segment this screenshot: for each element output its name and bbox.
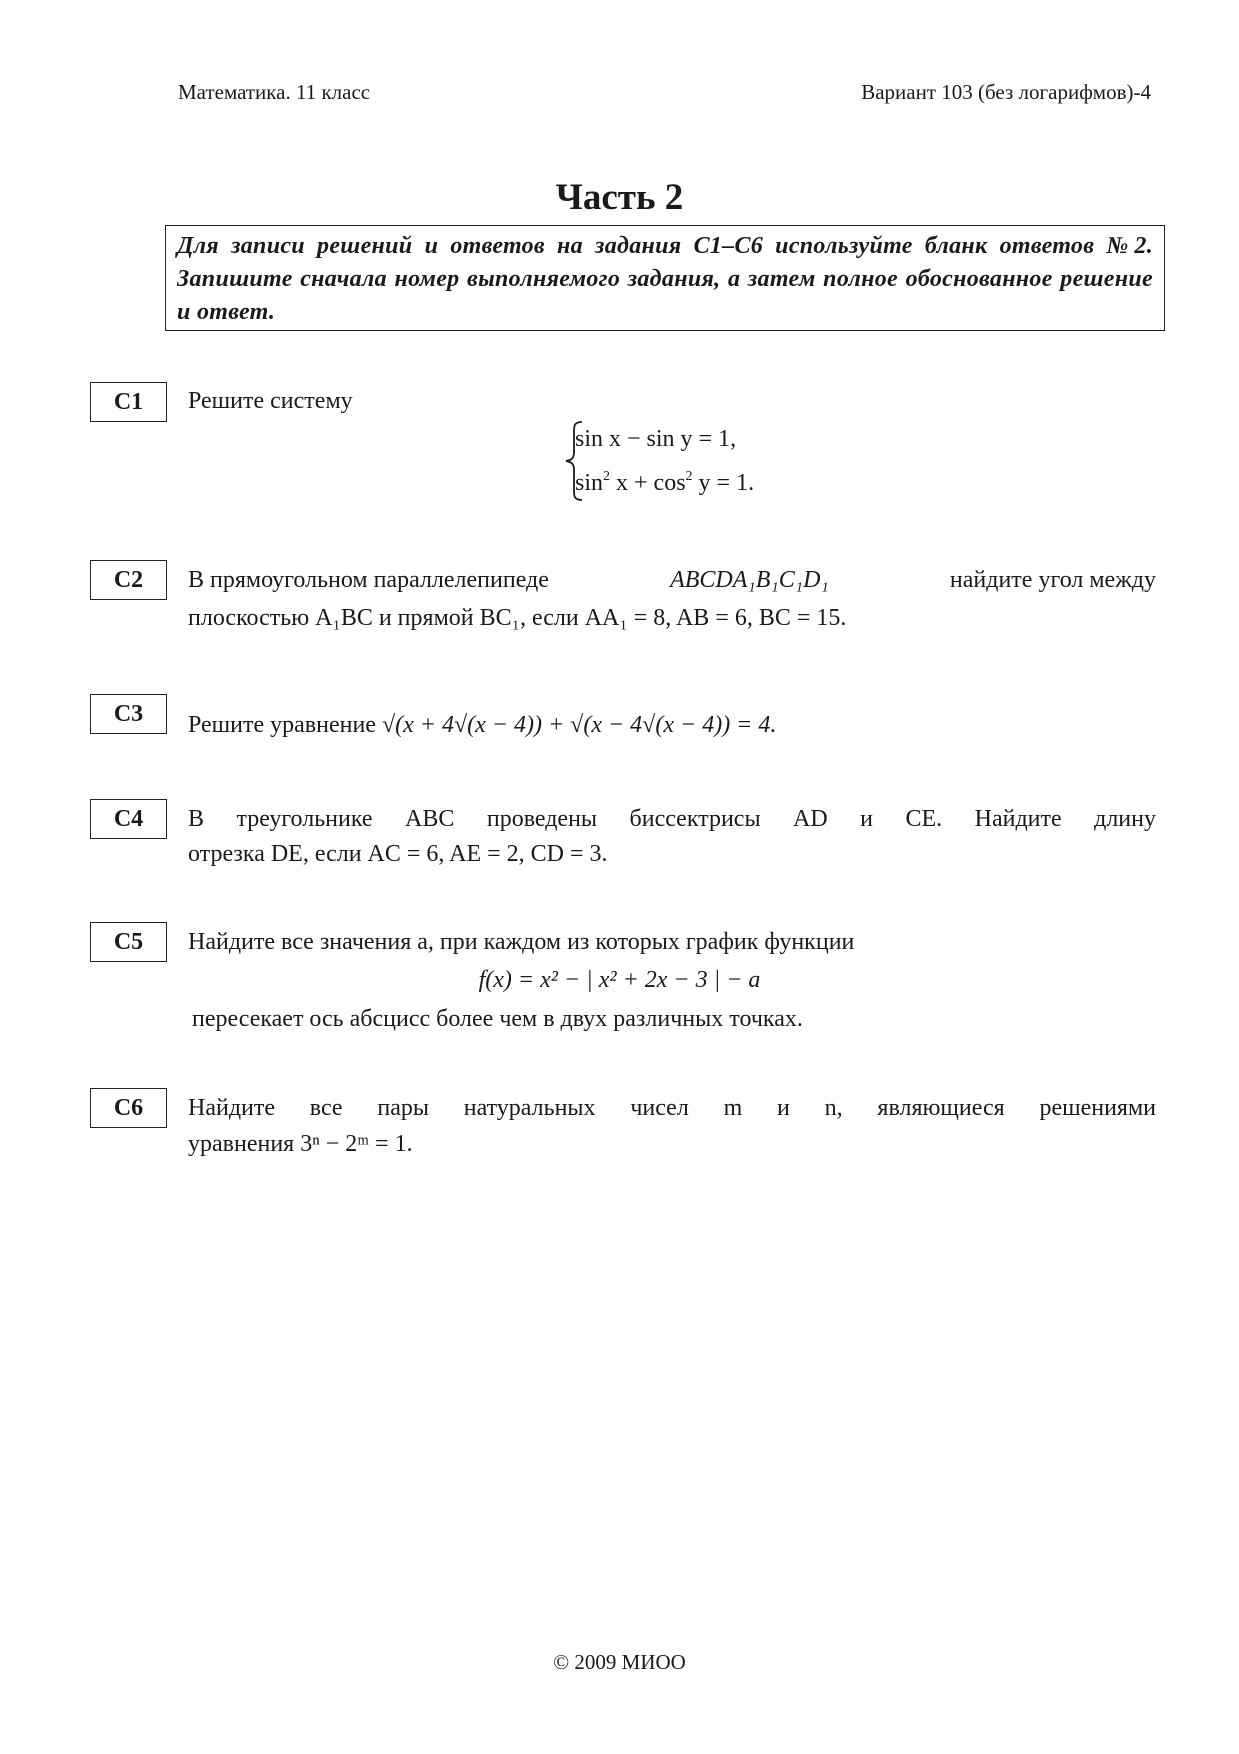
- system-eq-1: sin x − sin y = 1,: [575, 426, 737, 452]
- task-c6-line-1: Найдите все пары натуральных чисел m и n, являющиеся решениями: [188, 1095, 1156, 1121]
- task-c1-text: Решите систему: [188, 388, 353, 414]
- footer-copyright: © 2009 МИОО: [553, 1650, 686, 1674]
- task-label-c1: С1: [90, 382, 167, 422]
- c2-line1-a: В прямоугольном параллелепипеде: [188, 567, 549, 593]
- task-c5-line-1: Найдите все значения a, при каждом из которых график функции: [188, 929, 855, 955]
- task-c6-line-2: уравнения 3ⁿ − 2ᵐ = 1.: [188, 1131, 413, 1157]
- task-label-c3: С3: [90, 694, 167, 734]
- instruction-box: Для записи решений и ответов на задания С1–С6 используйте бланк ответов №2. Запишите сначала номер выполняемого задания, а затем полное обоснованное решение и ответ.: [165, 225, 1165, 331]
- c2-figure: ABCDA₁B₁C₁D₁: [670, 567, 829, 593]
- c2-line1-b: найдите угол между: [949, 567, 1156, 593]
- page-title: Часть 2: [555, 177, 684, 218]
- task-label-c5: С5: [90, 922, 167, 962]
- system-eq-2: [575, 465, 754, 501]
- header-variant: Вариант 103 (без логарифмов)-4: [861, 80, 1151, 104]
- eq2-sin: sin: [575, 470, 604, 496]
- task-label-c6: С6: [90, 1088, 167, 1128]
- task-c2-line-2: плоскостью A₁BC и прямой BC₁, если AA₁ = 8, AB = 6, BC = 15.: [188, 605, 847, 631]
- c3-text: Решите уравнение: [188, 712, 376, 738]
- task-c5-formula: [0, 962, 1239, 998]
- eq2-mid: x + cos: [610, 470, 686, 496]
- c3-equation: √(x + 4√(x − 4)) + √(x − 4√(x − 4)) = 4.: [381, 712, 777, 738]
- task-label-c4: С4: [90, 799, 167, 839]
- task-c5-line-3: пересекает ось абсцисс более чем в двух различных точках.: [192, 1006, 803, 1032]
- header-subject: Математика. 11 класс: [178, 80, 371, 104]
- task-c4-line-1: В треугольнике ABC проведены биссектрисы AD и CE. Найдите длину: [188, 806, 1156, 832]
- c5-formula-text: f(x) = x² − | x² + 2x − 3 | − a: [478, 967, 761, 993]
- eq2-exp-1: 2: [603, 469, 611, 484]
- task-label-c2: С2: [90, 560, 167, 600]
- eq2-exp-2: 2: [685, 469, 693, 484]
- eq2-end: y = 1.: [692, 470, 755, 496]
- task-c2-line-1: [188, 562, 1156, 598]
- task-c3-line: [188, 707, 776, 743]
- task-c4-line-2: отрезка DE, если AC = 6, AE = 2, CD = 3.: [188, 841, 608, 867]
